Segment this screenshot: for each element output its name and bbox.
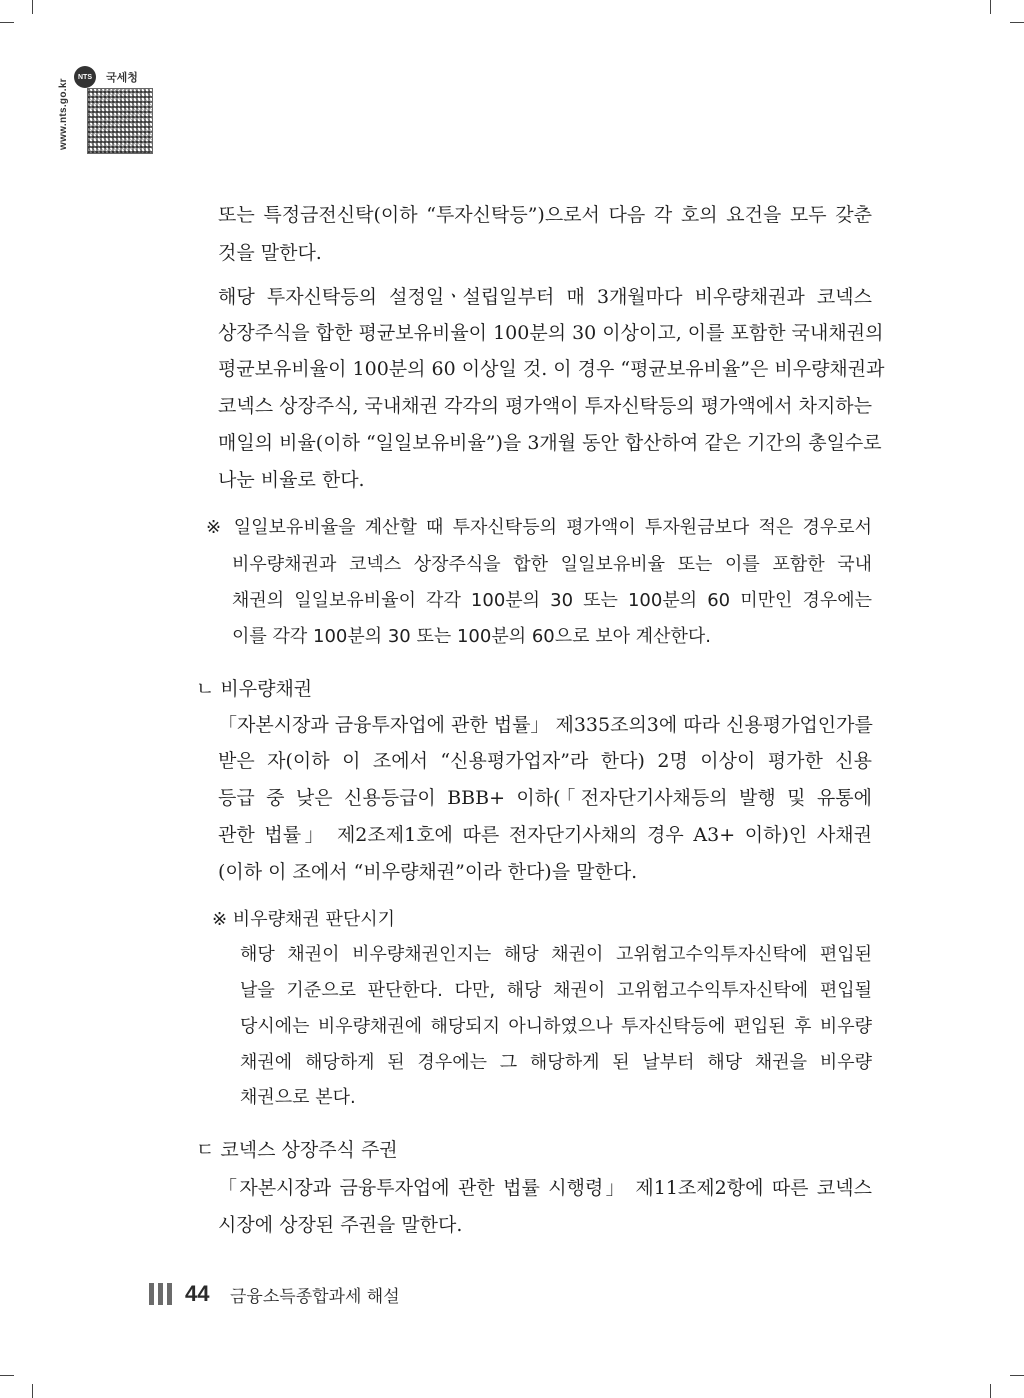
- crop-mark: [990, 0, 991, 14]
- section-heading-nonprime-bonds: ㄴ 비우량채권: [196, 678, 313, 700]
- book-title: 금융소득종합과세 해설: [230, 1287, 400, 1307]
- text-line: 「자본시장과 금융투자업에 관한 법률」 제335조의3에 따라 신용평가업인가를: [218, 714, 873, 736]
- text-line: ※ 일일보유비율을 계산할 때 투자신탁등의 평가액이 투자원금보다 적은 경우로서: [206, 517, 872, 538]
- text-line: 매일의 비율(이하 “일일보유비율”)을 3개월 동안 합산하여 같은 기간의 총일수로: [218, 432, 882, 454]
- text-line: 상장주식을 합한 평균보유비율이 100분의 30 이상이고, 이를 포함한 국내채권의: [218, 322, 884, 344]
- crop-mark: [32, 0, 33, 14]
- section-heading-konex-stock: ㄷ 코넥스 상장주식 주권: [196, 1139, 398, 1161]
- text-line: 해당 채권이 비우량채권인지는 해당 채권이 고위험고수익투자신탁에 편입된: [240, 944, 872, 965]
- nts-logo-badge: NTS: [74, 66, 96, 88]
- text-line: 코넥스 상장주식, 국내채권 각각의 평가액이 투자신탁등의 평가액에서 차지하는: [218, 395, 873, 417]
- text-line: 「자본시장과 금융투자업에 관한 법률 시행령」 제11조제2항에 따른 코넥스: [218, 1177, 872, 1199]
- text-line: 것을 말한다.: [218, 242, 322, 264]
- nts-logo-url: www.nts.go.kr: [58, 78, 69, 150]
- text-line: 채권에 해당하게 된 경우에는 그 해당하게 된 날부터 해당 채권을 비우량: [240, 1052, 872, 1073]
- crop-mark: [32, 1384, 33, 1398]
- qr-code-icon: [87, 88, 153, 154]
- note-title: ※ 비우량채권 판단시기: [212, 909, 396, 930]
- text-line: 등급 중 낮은 신용등급이 BBB+ 이하(「전자단기사채등의 발행 및 유통에: [218, 787, 872, 809]
- text-line: (이하 이 조에서 “비우량채권”이라 한다)을 말한다.: [218, 861, 638, 883]
- text-line: 시장에 상장된 주권을 말한다.: [218, 1214, 463, 1236]
- text-line: 해당 투자신탁등의 설정일ㆍ설립일부터 매 3개월마다 비우량채권과 코넥스: [218, 286, 872, 308]
- text-line: 관한 법률」 제2조제1호에 따른 전자단기사채의 경우 A3+ 이하)인 사채권: [218, 824, 872, 846]
- page-number: 44: [185, 1281, 210, 1306]
- crop-mark: [1010, 22, 1024, 23]
- nts-logo-name: 국세청: [106, 71, 138, 84]
- text-line: 받은 자(이하 이 조에서 “신용평가업자”라 한다) 2명 이상이 평가한 신용: [218, 750, 872, 772]
- text-line: 당시에는 비우량채권에 해당되지 아니하였으나 투자신탁등에 편입된 후 비우량: [240, 1016, 872, 1037]
- text-line: 채권으로 본다.: [240, 1087, 356, 1108]
- text-line: 평균보유비율이 100분의 60 이상일 것. 이 경우 “평균보유비율”은 비우량채권과: [218, 358, 885, 380]
- crop-mark: [1010, 1375, 1024, 1376]
- crop-mark: [0, 22, 14, 23]
- text-line: 나눈 비율로 한다.: [218, 469, 365, 491]
- text-line: 이를 각각 100분의 30 또는 100분의 60으로 보아 계산한다.: [232, 626, 711, 647]
- crop-mark: [990, 1384, 991, 1398]
- text-line: 또는 특정금전신탁(이하 “투자신탁등”)으로서 다음 각 호의 요건을 모두 갖춘: [218, 204, 872, 226]
- crop-mark: [0, 1375, 14, 1376]
- text-line: 날을 기준으로 판단한다. 다만, 해당 채권이 고위험고수익투자신탁에 편입될: [240, 980, 872, 1001]
- text-line: 비우량채권과 코넥스 상장주식을 합한 일일보유비율 또는 이를 포함한 국내: [232, 554, 872, 575]
- text-line: 채권의 일일보유비율이 각각 100분의 30 또는 100분의 60 미만인 경우에는: [232, 590, 872, 611]
